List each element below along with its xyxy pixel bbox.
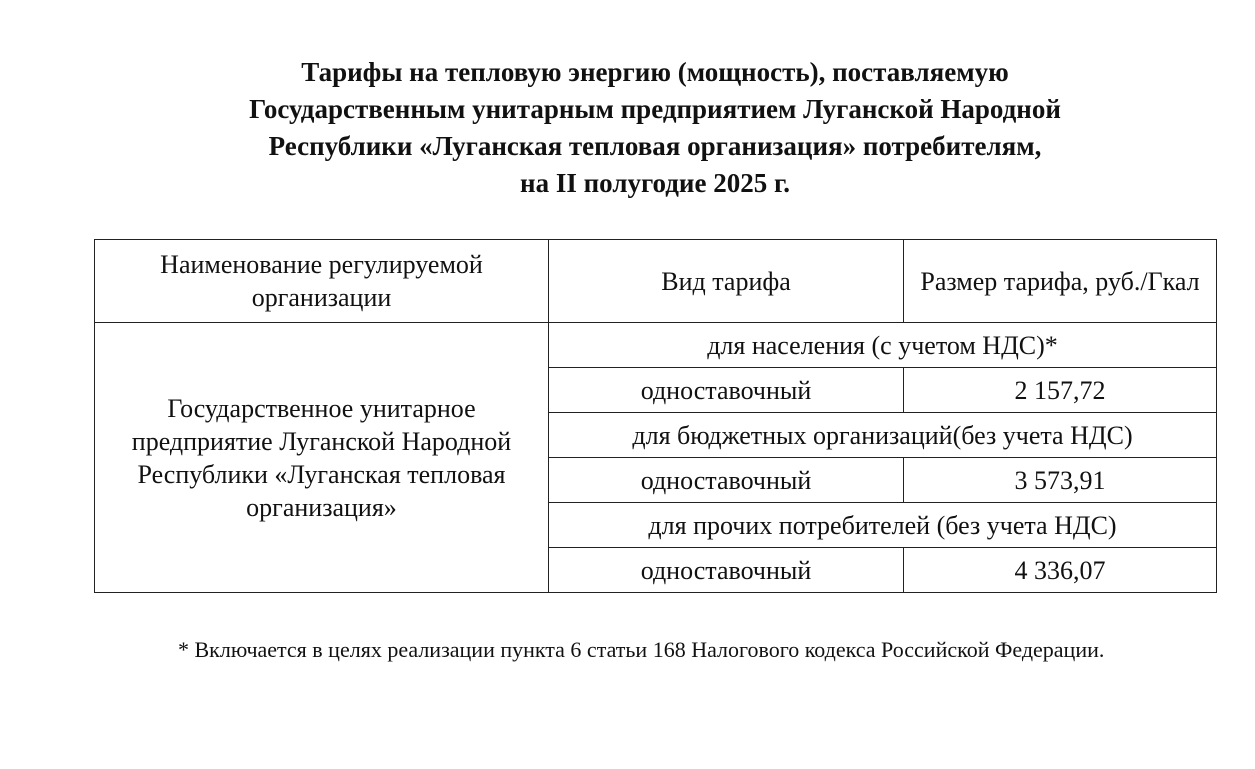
tariff-table [94, 239, 1217, 593]
tariff-type-cell: одноставочный [549, 548, 904, 593]
title-line: на II полугодие 2025 г. [520, 168, 790, 198]
table-header-row [95, 240, 1217, 323]
table-row [95, 323, 1217, 368]
tariff-value-cell: 3 573,91 [904, 458, 1217, 503]
tariff-value-cell: 4 336,07 [904, 548, 1217, 593]
consumer-group-label: для бюджетных организаций(без учета НДС) [549, 413, 1217, 458]
tariff-value-cell: 2 157,72 [904, 368, 1217, 413]
document-title [0, 54, 1255, 202]
title-line: Тарифы на тепловую энергию (мощность), поставляемую [301, 57, 1009, 87]
tariff-type-cell: одноставочный [549, 368, 904, 413]
header-tariff-type: Вид тарифа [549, 240, 904, 323]
tariff-type-cell: одноставочный [549, 458, 904, 503]
title-line: Республики «Луганская тепловая организация» потребителям, [268, 131, 1042, 161]
header-organization: Наименование регулируемой организации [95, 240, 549, 323]
organization-name-cell: Государственное унитарное предприятие Луганской Народной Республики «Луганская тепловая организация» [95, 323, 549, 593]
consumer-group-label: для населения (с учетом НДС)* [549, 323, 1217, 368]
footnote: * Включается в целях реализации пункта 6 статьи 168 Налогового кодекса Российской Федерации. [178, 637, 1105, 662]
title-line: Государственным унитарным предприятием Луганской Народной [249, 94, 1061, 124]
consumer-group-label: для прочих потребителей (без учета НДС) [549, 503, 1217, 548]
header-tariff-size: Размер тарифа, руб./Гкал [904, 240, 1217, 323]
